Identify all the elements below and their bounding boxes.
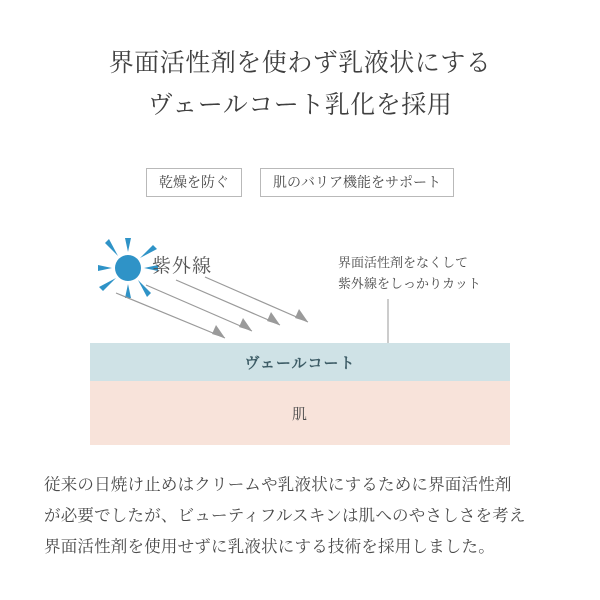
page-title-line-2: ヴェールコート乳化を採用: [147, 91, 453, 119]
tag-chip-0: 乾燥を防ぐ: [146, 168, 242, 197]
callout-text: [338, 252, 481, 294]
layer-veil-coat: [90, 343, 510, 381]
page-title-line-1: 界面活性剤を使わず乳液状にする: [108, 49, 492, 77]
layer-skin-label: 肌: [291, 405, 308, 423]
body-line-2: が必要でしたが、ビューティフルスキンは肌へのやさしさを考え: [44, 507, 526, 525]
uv-ray-arrowheads: [212, 309, 308, 338]
body-paragraph: [44, 470, 564, 563]
page-title: [0, 42, 600, 126]
uv-label: 紫外線: [152, 256, 213, 277]
tag-chip-1: 肌のバリア機能をサポート: [260, 168, 454, 197]
body-line-3: 界面活性剤を使用せずに乳液状にする技術を採用しました。: [44, 538, 495, 556]
layer-veil-coat-label: ヴェールコート: [244, 354, 356, 372]
tag-list: [0, 168, 600, 197]
layer-skin: [90, 381, 510, 445]
callout-line-2: 紫外線をしっかりカット: [338, 276, 481, 291]
sun-icon: [98, 238, 158, 298]
sunscreen-diagram: [0, 215, 600, 445]
body-line-1: 従来の日焼け止めはクリームや乳液状にするために界面活性剤: [44, 476, 512, 494]
callout-line-1: 界面活性剤をなくして: [338, 255, 469, 270]
uv-ray-arrows: [116, 277, 308, 338]
